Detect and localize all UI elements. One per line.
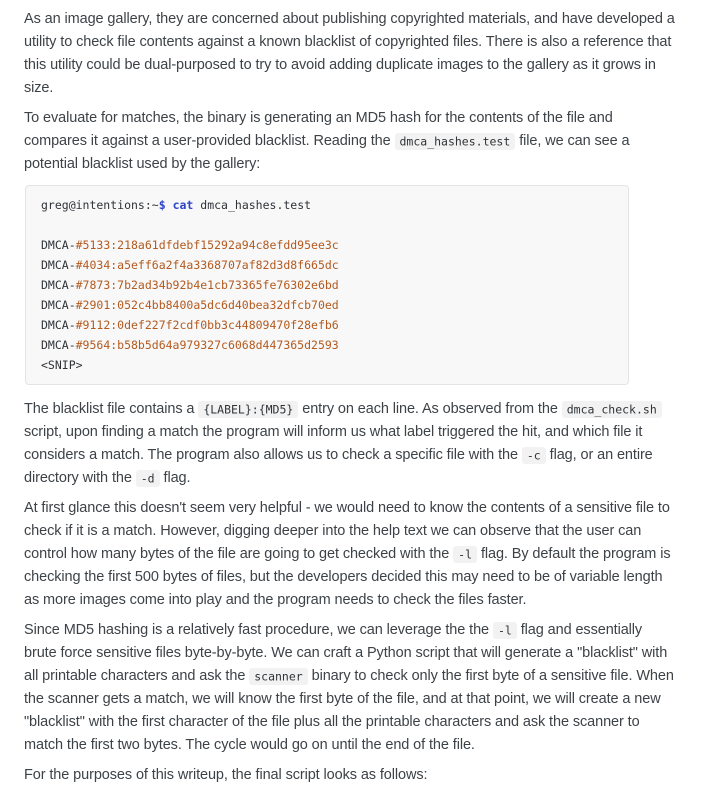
code-token-plain: <SNIP> — [41, 358, 83, 372]
paragraph: As an image gallery, they are concerned about publishing copyrighted materials, and have developed a utility to check file contents against a known blacklist of copyrighted files. There is also a reference that this utility could be dual-purposed to try to avoid adding duplicate images to the gallery as it grows in size. — [24, 11, 675, 96]
code-token-plain: DMCA- — [41, 278, 76, 292]
inline-code: -l — [493, 622, 517, 639]
code-line — [41, 275, 613, 295]
inline-code: {LABEL}:{MD5} — [198, 401, 298, 418]
inline-code: dmca_check.sh — [562, 401, 662, 418]
code-token-command: $ — [158, 198, 166, 212]
code-line — [41, 315, 613, 335]
code-line — [41, 235, 613, 255]
code-token-hash: #5133:218a61dfdebf15292a94c8efdd95ee3c — [75, 238, 339, 252]
paragraph: The blacklist file contains a {LABEL}:{MD5} entry on each line. As observed from the dmca_check.sh script, upon finding a match the program will inform us what label triggered the hit, and which file it considers a match. The program also allows us to check a specific file with the -c flag, or an entire directory with the -d flag. — [24, 398, 675, 490]
terminal-code-block — [25, 185, 629, 385]
code-token-hash: #9564:b58b5d64a979327c6068d447365d2593 — [75, 338, 339, 352]
code-token-plain: DMCA- — [41, 298, 76, 312]
code-line — [41, 215, 613, 235]
paragraph: Since MD5 hashing is a relatively fast procedure, we can leverage the the -l flag and essentially brute force sensitive files byte-by-byte. We can craft a Python script that will generate a "blacklist" with all printable characters and ask the scanner binary to check only the first byte of a sensitive file. When the scanner gets a match, we will know the first byte of the file, and at that point, we will create a new "blacklist" with the first character of the file plus all the printable characters and ask the scanner to match the first two bytes. The cycle would go on until the end of the file. — [24, 622, 674, 753]
code-token-hash: #9112:0def227f2cdf0bb3c44809470f28efb6 — [75, 318, 339, 332]
code-token-plain: DMCA- — [41, 318, 76, 332]
code-line — [41, 255, 613, 275]
code-line — [41, 355, 613, 375]
code-line — [41, 195, 613, 215]
inline-code: scanner — [249, 668, 307, 685]
code-token-hash: #2901:052c4bb8400a5dc6d40bea32dfcb70ed — [75, 298, 339, 312]
code-token-command: cat — [172, 198, 194, 212]
code-token-plain — [166, 198, 173, 212]
body-section — [24, 398, 675, 787]
inline-code: -l — [453, 546, 477, 563]
code-token-plain: DMCA- — [41, 258, 76, 272]
code-token-plain: DMCA- — [41, 338, 76, 352]
inline-code: dmca_hashes.test — [395, 133, 516, 150]
code-line — [41, 295, 613, 315]
paragraph: For the purposes of this writeup, the final script looks as follows: — [24, 767, 428, 783]
code-token-plain: DMCA- — [41, 238, 76, 252]
paragraph: To evaluate for matches, the binary is generating an MD5 hash for the contents of the file and compares it against a user-provided blacklist. Reading the dmca_hashes.test file, we can see a potential blacklist used by the gallery: — [24, 110, 630, 172]
inline-code: -c — [522, 447, 546, 464]
intro-section — [24, 8, 675, 176]
code-token-hash: #7873:7b2ad34b92b4e1cb73365fe76302e6bd — [75, 278, 339, 292]
paragraph: At first glance this doesn't seem very helpful - we would need to know the contents of a sensitive file to check if it is a match. However, digging deeper into the help text we can observe that the user can control how many bytes of the file are going to get checked with the -l flag. By default the program is checking the first 500 bytes of files, but the developers decided this may need to be of variable length as more images come into play and the program needs to check the files faster. — [24, 500, 671, 608]
code-line — [41, 335, 613, 355]
code-token-hash: #4034:a5eff6a2f4a3368707af82d3d8f665dc — [75, 258, 339, 272]
code-token-plain: dmca_hashes.test — [193, 198, 312, 212]
inline-code: -d — [136, 470, 160, 487]
code-token-plain: greg@intentions:~ — [41, 198, 159, 212]
